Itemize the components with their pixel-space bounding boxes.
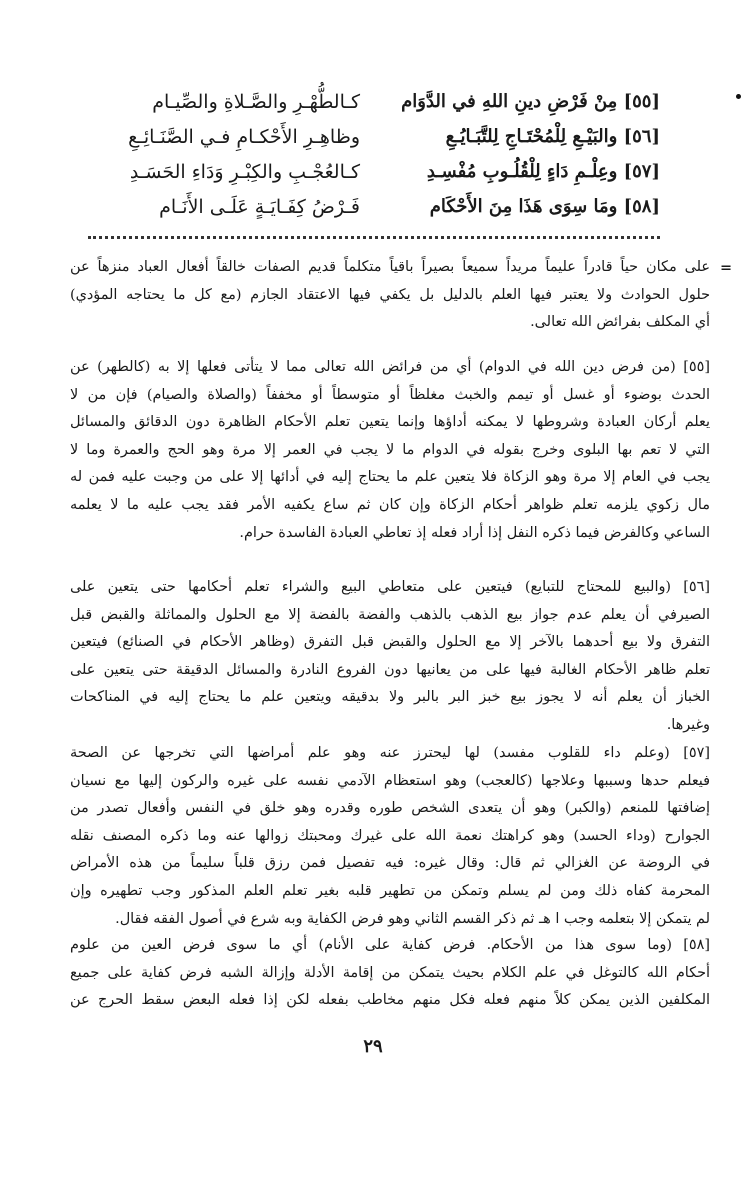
text-line: يجب في العام إلا مرة وهو الزكاة فلا يتعين علم ما يحتاج إليه في أدائها إلا على من وجبت عليه فمن له <box>70 469 710 486</box>
verse-row <box>100 189 660 224</box>
commentary-58 <box>70 932 710 1015</box>
text-line: مال زكوي يلزمه تعلم ظواهر أحكام الزكاة وإن كان ثم ساع يكفيه الأمر فقد يجب عليه ما لا يعلمه <box>70 496 710 513</box>
commentary-55 <box>70 354 710 547</box>
verse-block <box>100 84 660 224</box>
text-line: التفرق ولا بيع أحدهما بالآخر إلا مع الحلول والقبض قبل التفرق (وظاهر الأحكام في الصنائع) فيتعين <box>70 634 710 651</box>
text-line: على مكان حياً قادراً عليماً مريداً سميعاً بصيراً باقياً متكلماً قديم الصفات خالقاً أفعال العباد منزهاً عن <box>70 259 710 275</box>
text-line: الخباز أن يعلم أنه لا يجوز بيع خبز البر بالبر ولا بدقيقه ويتعين علم ما يحتاج إليه في المناكحات <box>70 689 710 706</box>
verse-first-hemistich: [٥٦] والبَيْـعِ لِلْمُحْتَـاجِ لِلتَّبَـايُـعِ <box>445 126 660 147</box>
text-line: إضافتها للمنعم (والكبر) وهو أن يتعدى الشخص طوره وقدره وهو خلق في النفس وأفعال تصدر من <box>70 800 710 817</box>
verse-first-hemistich: [٥٧] وعِلْـمِ دَاءٍ لِلْقُلُـوبِ مُفْسِـدِ <box>426 161 660 182</box>
verse-second-hemistich: فَـرْضُ كِفَـايَـةٍ عَلَـى الأَنَـام <box>159 195 360 218</box>
page-number: ٢٩ <box>363 1036 383 1057</box>
text-line: المحرمة كفاه ذلك ومن لم يسلم وتمكن من تطهير قلبه بغير تعلم العلم المذكور وجب تطهيره وإن <box>70 882 710 899</box>
text-line: الجوارح (وداء الحسد) وهو كراهتك نعمة الله على غيرك ومحبتك زوالها عنه وما ذكره المصنف نقله <box>70 827 710 844</box>
text-line: الحدث بوضوء أو غسل أو تيمم والخبث مغلظاً أو متوسطاً أو مخففاً (والصلاة والصيام) فإن من لا <box>70 386 710 403</box>
verse-row <box>100 119 660 154</box>
commentary-57 <box>70 740 710 933</box>
text-line: لم يتمكن إلا بتعلمه وجب ا هـ ثم ذكر القسم الثاني وهو فرض الكفاية وبه شرع في أصول الفقه فقال. <box>115 910 710 927</box>
verse-second-hemistich: كـالطُّهْـرِ والصَّـلاةِ والصِّيـام <box>152 90 360 113</box>
text-line: [٥٥] (من فرض دين الله في الدوام) أي من فرائض الله تعالى مما لا يتأتى فعلها إلا به (كالطهر) عن <box>70 359 710 375</box>
text-line: يعلم أركان العبادة وشروطها لا يمكنه أداؤها وإنما يتعين تعلم الأحكام الظاهرة دون الدقائق والمسائل <box>70 414 710 431</box>
text-line: الصيرفي أن يعلم عدم جواز بيع الذهب بالذهب والفضة بالفضة إلا مع الحلول والمماثلة والقبض قبل <box>70 606 710 623</box>
dotted-divider <box>88 236 660 239</box>
text-line: أي المكلف بفرائض الله تعالى. <box>530 314 710 331</box>
text-line: فيعلم حدها وسببها وعلاجها (كالعجب) وهو استعظام الآدمي نفسه على غيره والركون إليها مع نسيان <box>70 772 710 789</box>
text-line: في الروضة عن الغزالي ثم قال: وقال غيره: فيه تفصيل فمن رزق قلباً سليماً من هذه الأمراض <box>70 855 710 872</box>
text-line: [٥٨] (وما سوى هذا من الأحكام. فرض كفاية على الأنام) أي ما سوى فرض العين من علوم <box>70 937 710 953</box>
text-line: [٥٧] (وعلم داء للقلوب مفسد) لها ليحترز عنه وهو علم أمراضها التي تخرجها عن الصحة <box>70 745 710 761</box>
verse-second-hemistich: وظاهِـرِ الأَحْكـامِ فـي الصَّنَـائِـعِ <box>128 125 360 148</box>
verse-second-hemistich: كـالعُجْـبِ والكِبْـرِ وَدَاءِ الحَسَـدِ <box>129 160 360 183</box>
verse-row <box>100 154 660 189</box>
text-line: وغيرها. <box>666 716 710 733</box>
footnote-continuation <box>70 254 732 337</box>
verse-first-hemistich: [٥٨] ومَا سِوَى هَذَا مِنَ الأَحْكَام <box>429 196 660 217</box>
verse-row <box>100 84 660 119</box>
continuation-marker: = <box>719 259 732 276</box>
text-line: الساعي وكالفرض فيما ذكره النفل إذا أراد فعله إذ تعاطي العبادة الفاسدة حرام. <box>239 524 710 541</box>
text-line: التي لا تعم بها البلوى وخرج بقوله في الدوام ما لا يجب في العمر إلا مرة وهو الحج والعمرة وما لا <box>70 441 710 458</box>
text-line: [٥٦] (والبيع للمحتاج للتبايع) فيتعين على متعاطي البيع والشراء تعلم أحكامها حتى يتعين على <box>70 579 710 595</box>
text-line: المكلفين الذين يمكن كلاً منهم فعله فكل منهم مخاطب بفعله لكن إذا فعله البعض سقط الحرج عن <box>70 992 710 1009</box>
verse-first-hemistich: [٥٥] مِنْ فَرْضِ دينِ اللهِ في الدَّوَام <box>401 91 660 112</box>
text-line: تعلم ظاهر الأحكام الغالبة فيها على من يعانيها دون الفروع النادرة والمسائل الدقيقة حتى يتعين على <box>70 661 710 678</box>
text-line: أحكام الله كالتوغل في علم الكلام بحيث يتمكن من إقامة الأدلة وإزالة الشبه فرض كفاية على جميع <box>70 964 710 981</box>
margin-dot <box>736 94 741 99</box>
text-line: حلول الحوادث ولا يعتبر فيها العلم بالدليل بل يكفي فيها الاعتقاد الجازم (مع كل ما يحتاجه المؤدي) <box>70 286 710 303</box>
commentary-56 <box>70 574 710 740</box>
